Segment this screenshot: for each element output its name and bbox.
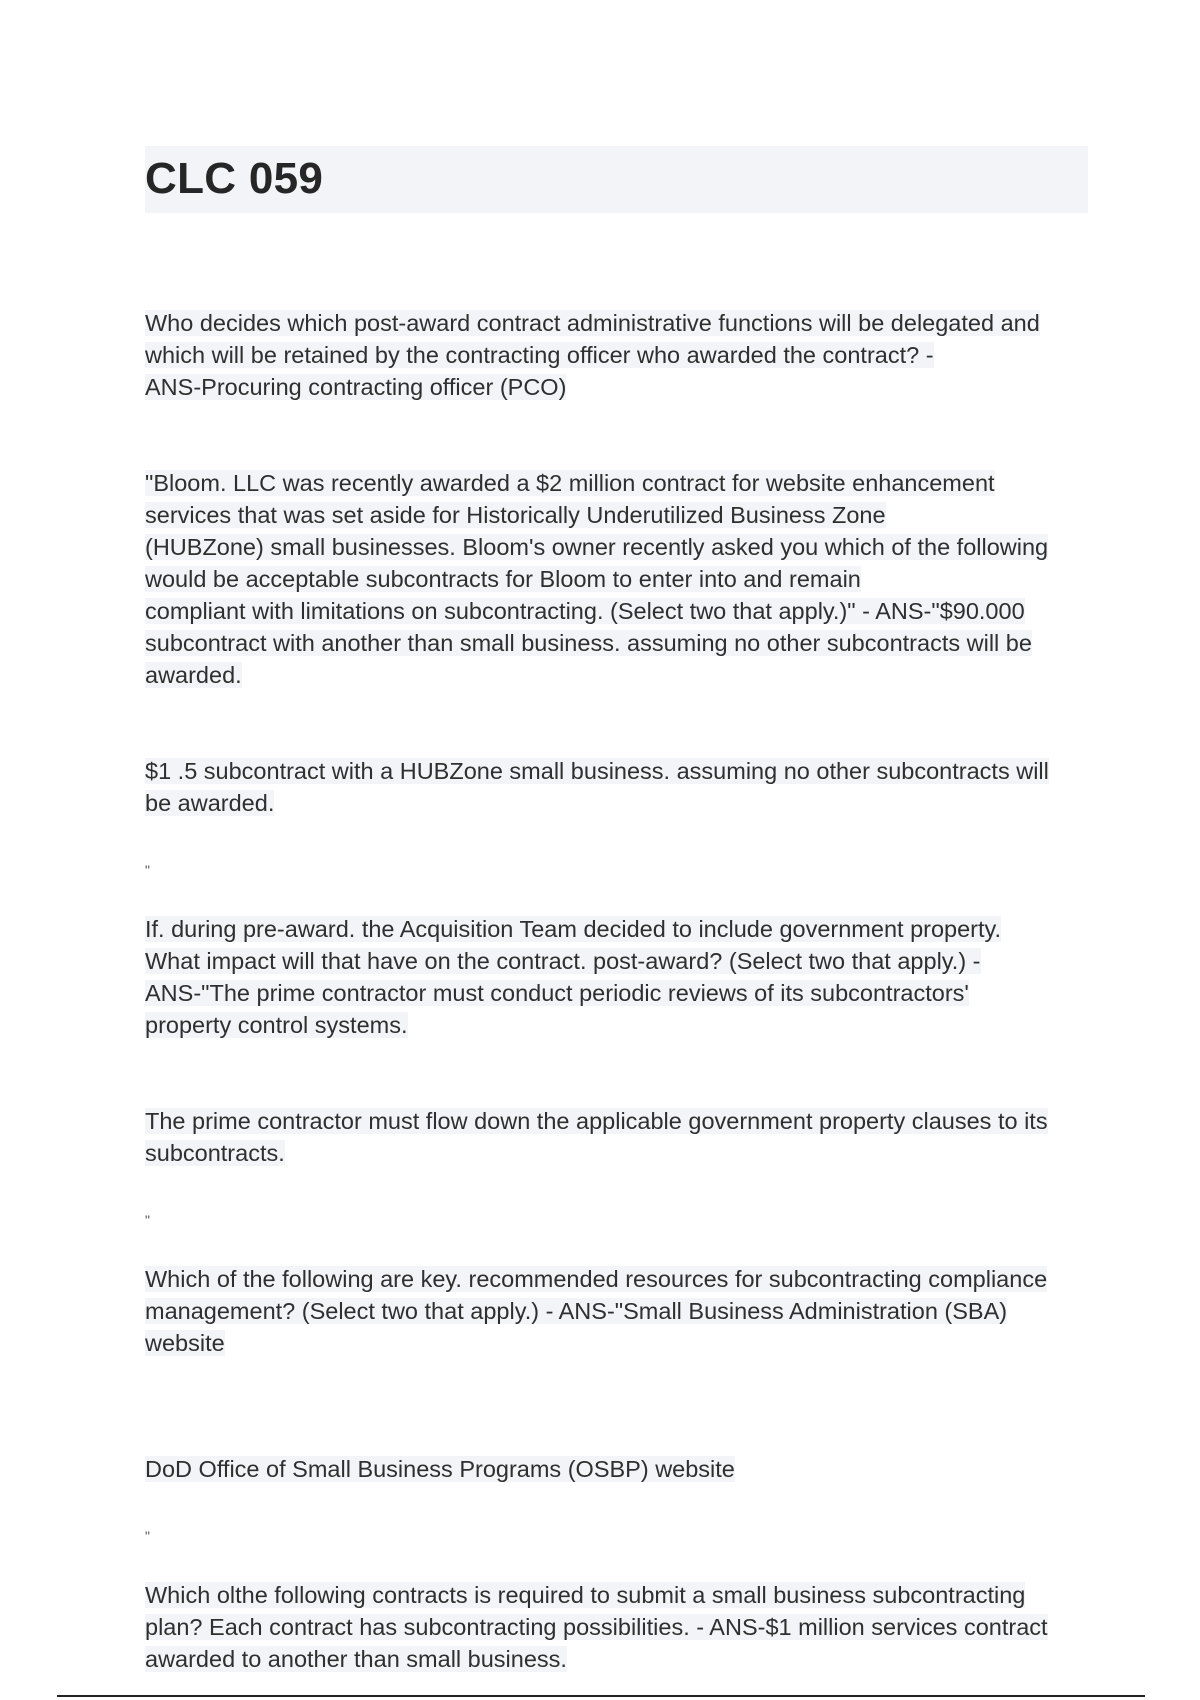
- footer-rule: [57, 1695, 1145, 1697]
- paragraph-government-property-question: If. during pre-award. the Acquisition Team decided to include government property. What impact will that have on the contract. post-award? (Select two that apply.) - ANS-"The prime contractor must conduct periodic reviews of its subcontractors' property control systems.: [145, 916, 1002, 1038]
- title-block: [145, 146, 1088, 213]
- paragraph-subcontracting-plan-question: Which olthe following contracts is required to submit a small business subcontracting plan? Each contract has subcontracting possibilities. - ANS-$1 million services contract awarded to another than small business.: [145, 1582, 1048, 1672]
- quote-mark: ": [145, 1528, 150, 1544]
- paragraph-osbp-answer: DoD Office of Small Business Programs (OSBP) website: [145, 1456, 735, 1482]
- document-body: [145, 275, 1090, 1675]
- paragraph-bloom-question: "Bloom. LLC was recently awarded a $2 million contract for website enhancement services that was set aside for Historically Underutilized Business Zone (HUBZone) small businesses. Bloom's owner recently asked you which of the following would be acceptable subcontracts for Bloom to enter into and remain compliant with limitations on subcontracting. (Select two that apply.)" - ANS-"$90.000 subcontract with another than small business. assuming no other subcontracts will be awarded.: [145, 470, 1049, 688]
- quote-mark: ": [145, 1212, 150, 1228]
- paragraph-resources-question: Which of the following are key. recommended resources for subcontracting compliance management? (Select two that apply.) - ANS-"Small Business Administration (SBA) website: [145, 1266, 1048, 1356]
- quote-mark: ": [145, 862, 150, 878]
- document-title: CLC 059: [145, 154, 324, 203]
- paragraph-pco-question: Who decides which post-award contract administrative functions will be delegated and which will be retained by the contracting officer who awarded the contract? - ANS-Procuring contracting officer (PCO): [145, 310, 1040, 400]
- paragraph-flow-down-answer: The prime contractor must flow down the applicable government property clauses to its subcontracts.: [145, 1108, 1048, 1166]
- paragraph-hubzone-answer: $1 .5 subcontract with a HUBZone small business. assuming no other subcontracts will be awarded.: [145, 758, 1049, 816]
